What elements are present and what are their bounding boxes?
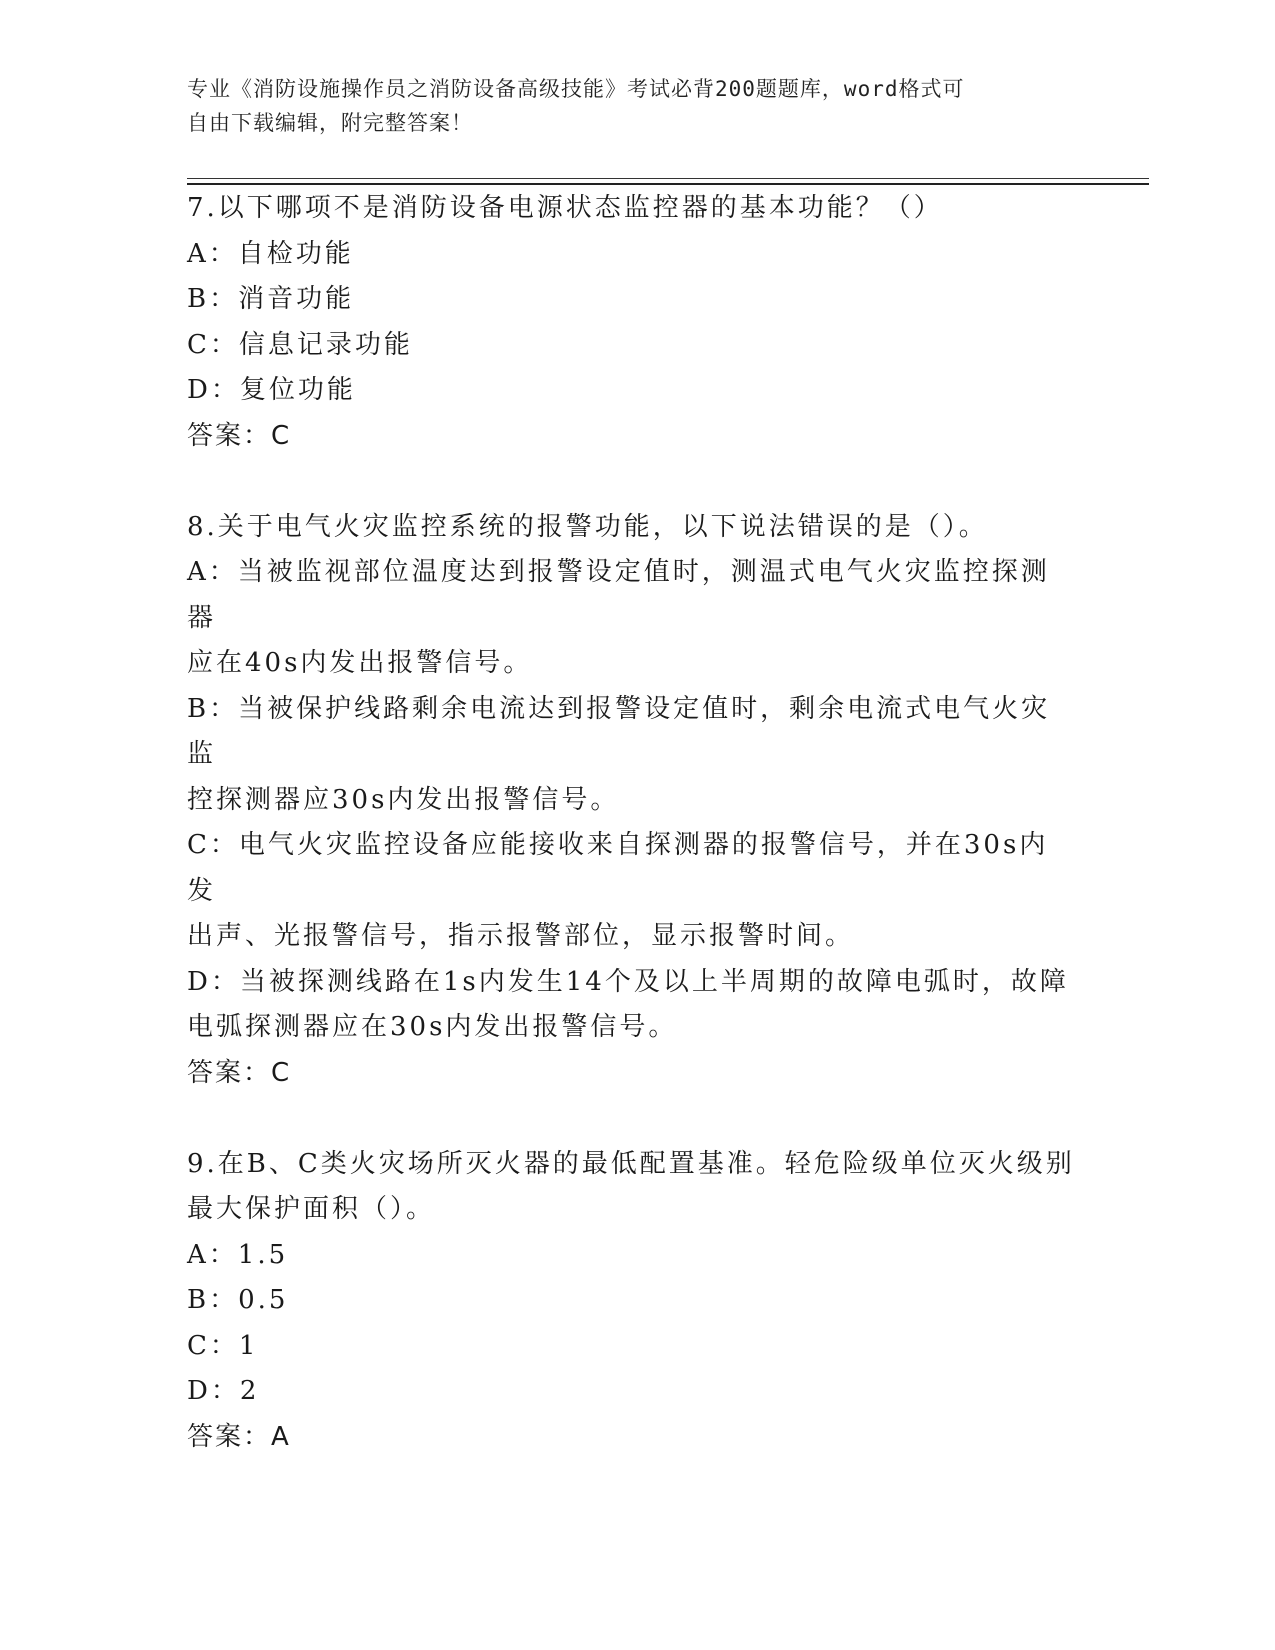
question-stem <box>187 505 1077 551</box>
page-header <box>187 72 1067 140</box>
question-stem <box>187 1142 1077 1233</box>
option-text-line-1: B：当被保护线路剩余电流达到报警设定值时，剩余电流式电气火灾监 <box>187 693 1051 769</box>
option-text-line-2: 应在40s内发出报警信号。 <box>187 648 533 678</box>
option-text: A：自检功能 <box>187 238 354 269</box>
option-text-line-1: A：当被监视部位温度达到报警设定值时，测温式电气火灾监控探测器 <box>187 557 1050 633</box>
option-text-line-1: C：电气火灾监控设备应能接收来自探测器的报警信号，并在30s内发 <box>187 830 1049 906</box>
option-text: B：消音功能 <box>187 284 355 314</box>
question-list <box>187 186 1077 1460</box>
answer: 答案：C <box>187 420 292 451</box>
header-rule-thin <box>187 178 1149 179</box>
option-a <box>187 1233 1077 1279</box>
option-text-line-2: 出声、光报警信号，指示报警部位，显示报警时间。 <box>187 921 855 951</box>
option-a <box>187 550 1077 687</box>
stem-line-2: 最大保护面积（）。 <box>187 1194 436 1224</box>
option-c <box>187 323 1077 369</box>
option-d <box>187 960 1077 1051</box>
option-text-line-1: D：当被探测线路在1s内发生14个及以上半周期的故障电弧时，故障 <box>187 966 1069 997</box>
option-c <box>187 1324 1077 1370</box>
question-stem <box>187 186 1077 232</box>
option-text: B：0.5 <box>187 1285 289 1315</box>
option-text: A：1.5 <box>187 1239 289 1270</box>
option-text: C：1 <box>187 1330 259 1361</box>
option-b <box>187 687 1077 824</box>
question-9 <box>187 1142 1077 1461</box>
header-line-2: 自由下载编辑，附完整答案！ <box>187 111 473 135</box>
option-b <box>187 1278 1077 1324</box>
spacer <box>187 1096 1077 1142</box>
option-text: C：信息记录功能 <box>187 329 413 360</box>
option-text-line-2: 控探测器应30s内发出报警信号。 <box>187 784 620 815</box>
option-c <box>187 823 1077 960</box>
option-d <box>187 368 1077 414</box>
spacer <box>187 459 1077 505</box>
question-7 <box>187 186 1077 459</box>
header-line-1: 专业《消防设施操作员之消防设备高级技能》考试必背200题题库，word格式可 <box>187 77 965 101</box>
question-8 <box>187 505 1077 1097</box>
stem-line: 7.以下哪项不是消防设备电源状态监控器的基本功能？（） <box>187 193 943 223</box>
option-text: D：2 <box>187 1376 260 1406</box>
option-d <box>187 1369 1077 1415</box>
answer: 答案：A <box>187 1421 291 1452</box>
answer: 答案：C <box>187 1057 292 1088</box>
option-a <box>187 232 1077 278</box>
header-rule-thick <box>187 183 1149 185</box>
stem-line-1: 9.在B、C类火灾场所灭火器的最低配置基准。轻危险级单位灭火级别 <box>187 1148 1075 1179</box>
option-text: D：复位功能 <box>187 375 356 405</box>
option-b <box>187 277 1077 323</box>
option-text-line-2: 电弧探测器应在30s内发出报警信号。 <box>187 1012 678 1042</box>
stem-line: 8.关于电气火灾监控系统的报警功能，以下说法错误的是（）。 <box>187 511 988 542</box>
